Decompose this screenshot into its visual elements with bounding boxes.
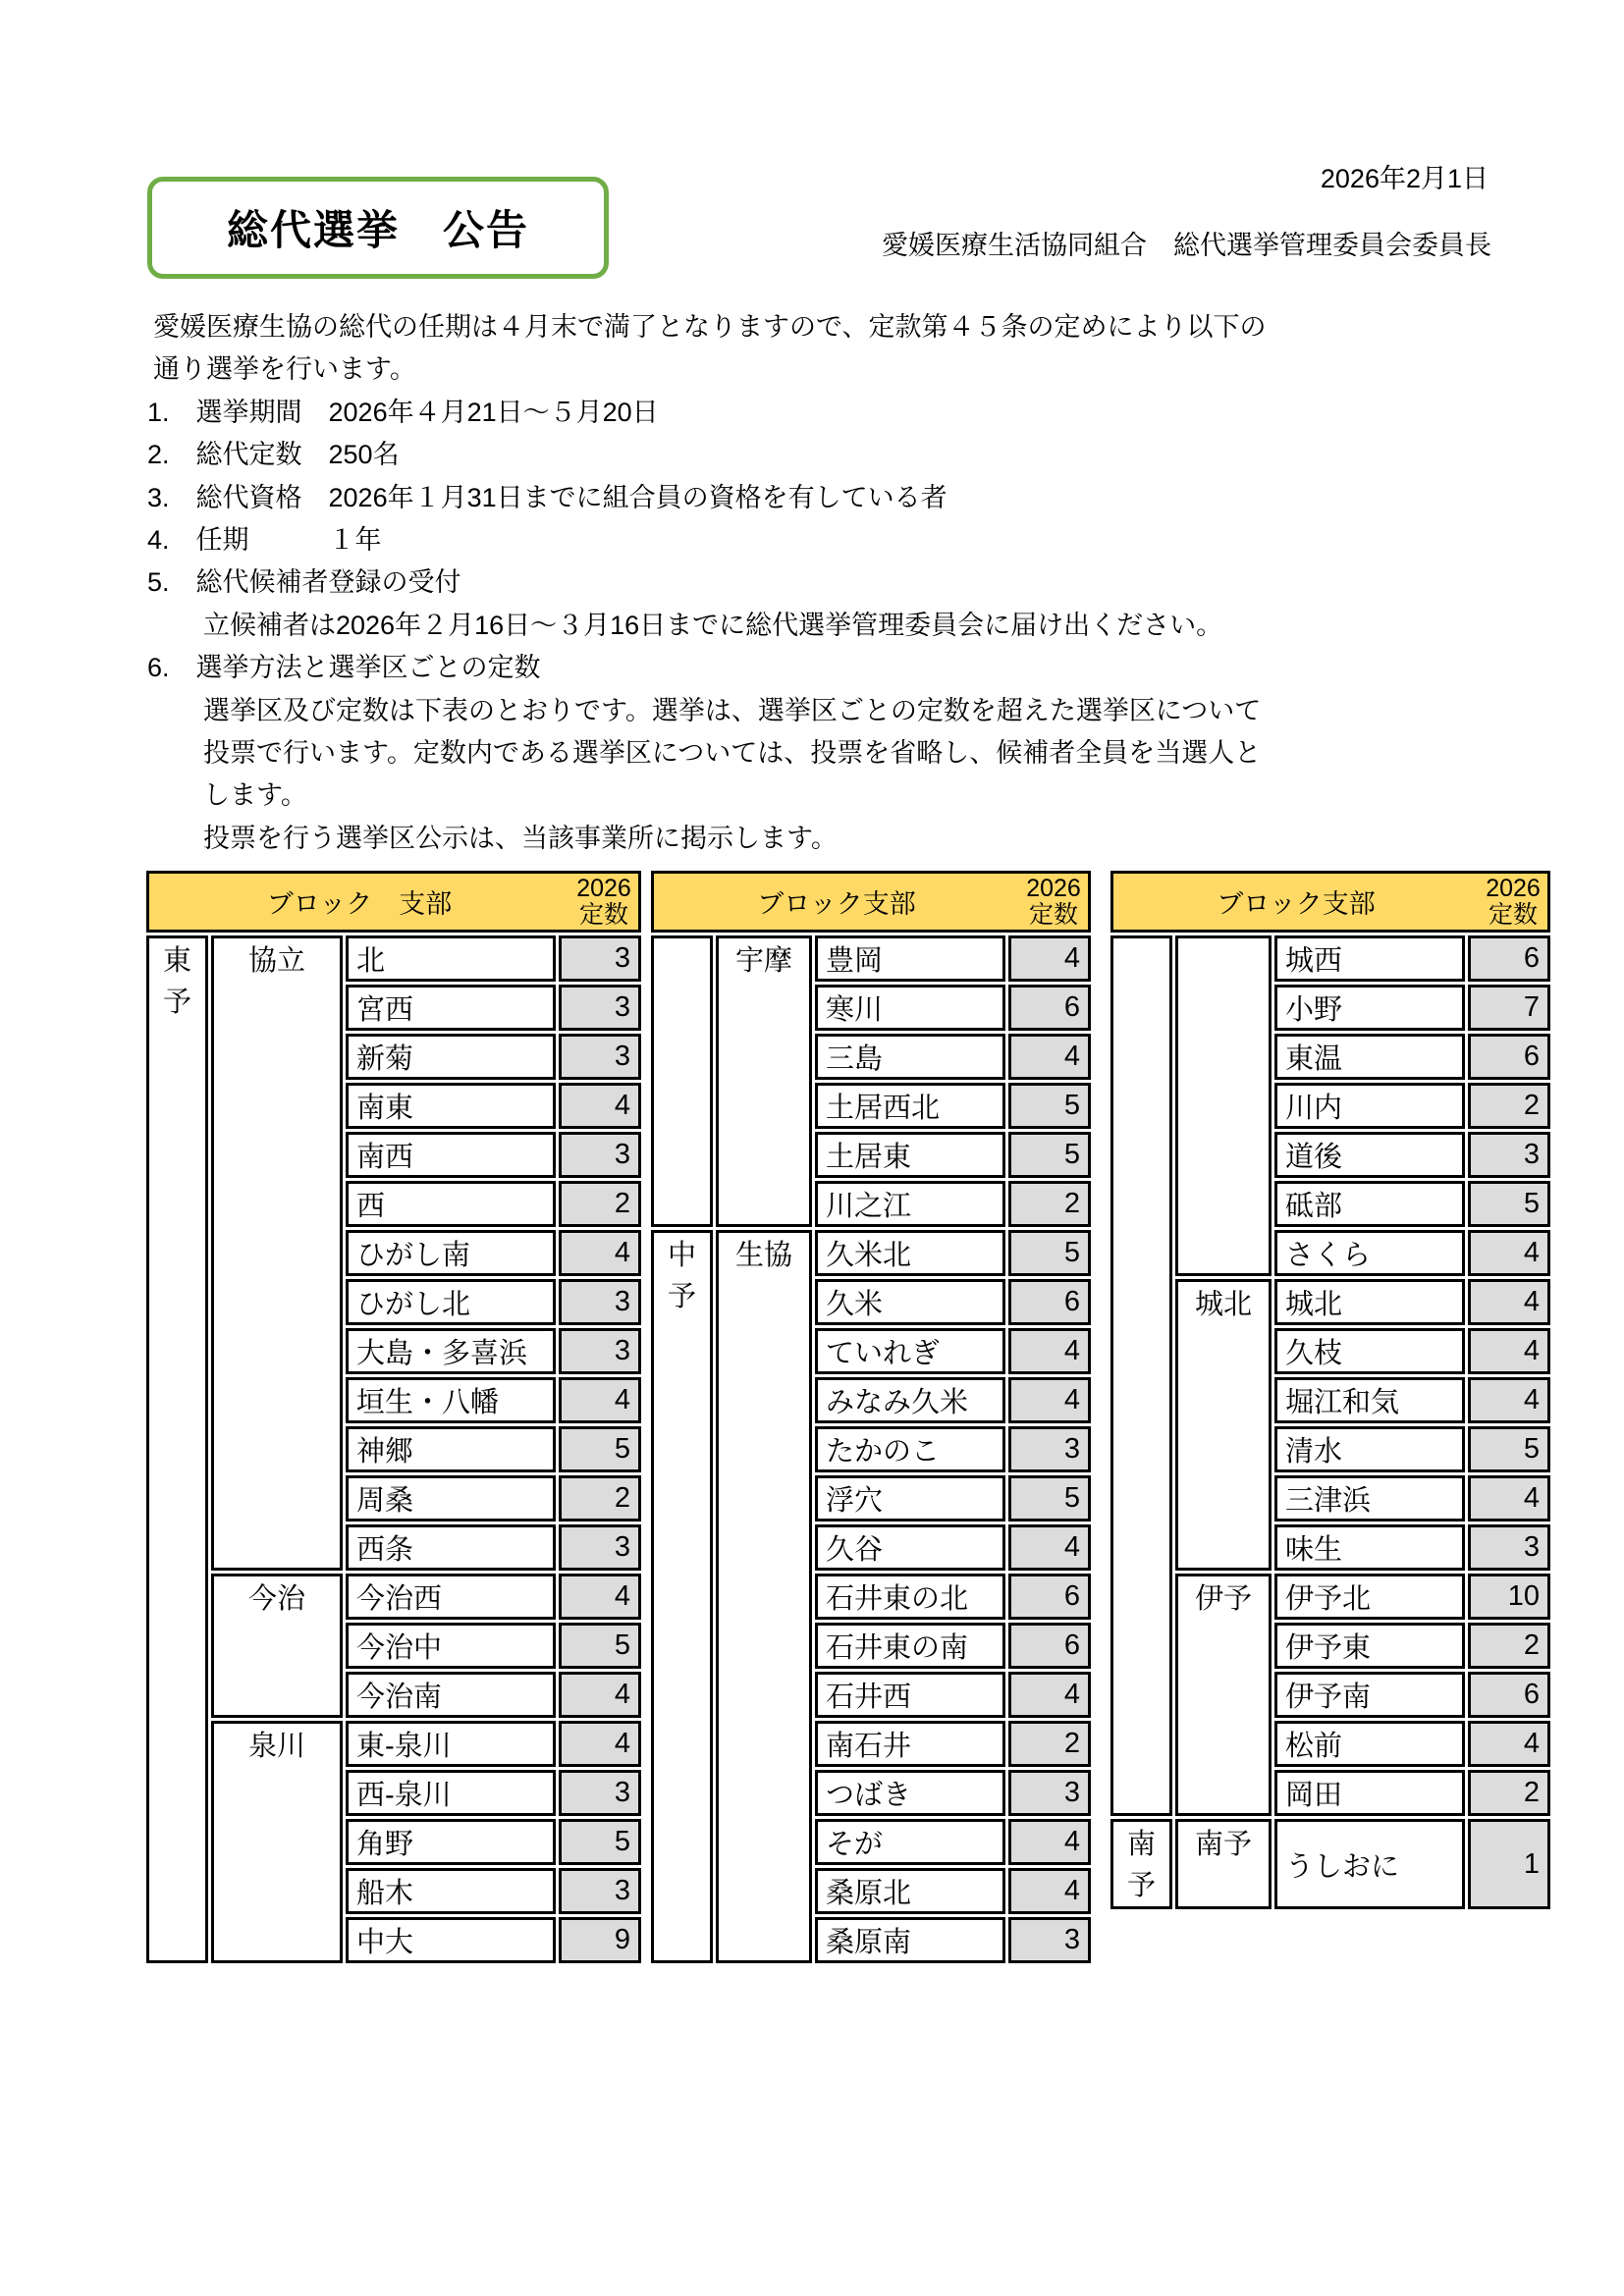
quota-table-toyo — [143, 868, 644, 1966]
quota-cell: 6 — [1008, 1574, 1091, 1620]
branch-cell: 味生 — [1274, 1524, 1465, 1571]
branch-cell: 西-泉川 — [346, 1770, 556, 1816]
branch-cell: 小野 — [1274, 985, 1465, 1031]
branch-cell: 今治中 — [346, 1623, 556, 1669]
quota-cell: 3 — [559, 1279, 641, 1325]
branch-cell: 豊岡 — [815, 935, 1005, 982]
header-count-label: 定数 — [578, 900, 628, 929]
quota-cell: 5 — [1008, 1132, 1091, 1178]
branch-cell: 堀江和気 — [1274, 1377, 1465, 1423]
subblock-cell: 南予 — [1175, 1819, 1272, 1909]
table-header-quota — [1019, 876, 1088, 929]
quota-table-chuyo — [648, 868, 1094, 1966]
table-header — [1110, 871, 1550, 933]
branch-cell: 周桑 — [346, 1475, 556, 1522]
quota-cell: 4 — [1468, 1230, 1550, 1276]
branch-cell: 船木 — [346, 1868, 556, 1914]
quota-cell: 2 — [559, 1181, 641, 1227]
subblock-cell: 城北 — [1175, 1279, 1272, 1571]
quota-cell: 3 — [559, 1868, 641, 1914]
table-header-block-branch: ブロック支部 — [1217, 889, 1376, 919]
quota-cell: 5 — [559, 1426, 641, 1472]
block-cell: 南予 — [1110, 1819, 1172, 1909]
quota-cell: 2 — [559, 1475, 641, 1522]
branch-cell: 土居西北 — [815, 1083, 1005, 1129]
branch-cell: 伊予南 — [1274, 1672, 1465, 1718]
table-header — [651, 871, 1091, 933]
branch-cell: つばき — [815, 1770, 1005, 1816]
branch-cell: 石井東の南 — [815, 1623, 1005, 1669]
quota-cell: 4 — [559, 1672, 641, 1718]
branch-cell: 神郷 — [346, 1426, 556, 1472]
quota-cell: 3 — [1008, 1770, 1091, 1816]
branch-cell: 北 — [346, 935, 556, 982]
announcement-body — [0, 306, 1624, 860]
branch-cell: さくら — [1274, 1230, 1465, 1276]
branch-cell: 浮穴 — [815, 1475, 1005, 1522]
header-count-label: 定数 — [1488, 900, 1538, 929]
subblock-cell: 生協 — [716, 1230, 812, 1963]
branch-cell: 桑原南 — [815, 1917, 1005, 1963]
body-line: 選挙区及び定数は下表のとおりです。選挙は、選挙区ごとの定数を超えた選挙区について — [203, 695, 1262, 725]
quota-table-nanyo — [1108, 868, 1553, 1912]
branch-cell: 中大 — [346, 1917, 556, 1963]
document-date: 2026年2月1日 — [1320, 164, 1489, 193]
body-line: します。 — [203, 780, 307, 811]
branch-cell: 今治西 — [346, 1574, 556, 1620]
quota-cell: 3 — [559, 985, 641, 1031]
table-header — [146, 871, 641, 933]
organization-line: 愛媛医療生活協同組合 総代選挙管理委員会委員長 — [882, 231, 1491, 260]
block-cell: 東予 — [146, 935, 208, 1963]
quota-cell: 5 — [559, 1819, 641, 1865]
quota-cell: 4 — [559, 1083, 641, 1129]
branch-cell: 宮西 — [346, 985, 556, 1031]
quota-cell: 4 — [1008, 935, 1091, 982]
quota-cell: 4 — [1008, 1868, 1091, 1914]
branch-cell: 南西 — [346, 1132, 556, 1178]
subblock-cell: 協立 — [211, 935, 343, 1571]
quota-cell: 7 — [1468, 985, 1550, 1031]
body-line: 5. 総代候補者登録の受付 — [147, 567, 461, 598]
quota-cell: 4 — [1468, 1328, 1550, 1374]
quota-cell: 6 — [1468, 935, 1550, 982]
branch-cell: 垣生・八幡 — [346, 1377, 556, 1423]
subblock-cell: 今治 — [211, 1574, 343, 1718]
branch-cell: 川内 — [1274, 1083, 1465, 1129]
body-line: 4. 任期 １年 — [147, 524, 382, 555]
quota-cell: 4 — [1008, 1377, 1091, 1423]
quota-cell: 2 — [1468, 1623, 1550, 1669]
header-count-label: 定数 — [1028, 900, 1078, 929]
quota-cell: 4 — [1468, 1279, 1550, 1325]
branch-cell: 東温 — [1274, 1034, 1465, 1080]
quota-table-body — [651, 935, 1091, 1963]
branch-cell: 新菊 — [346, 1034, 556, 1080]
quota-cell: 6 — [1468, 1672, 1550, 1718]
branch-cell: ひがし南 — [346, 1230, 556, 1276]
branch-cell: 川之江 — [815, 1181, 1005, 1227]
quota-cell: 2 — [1008, 1181, 1091, 1227]
quota-cell: 9 — [559, 1917, 641, 1963]
quota-cell: 5 — [1008, 1475, 1091, 1522]
quota-cell: 2 — [1468, 1770, 1550, 1816]
quota-cell: 10 — [1468, 1574, 1550, 1620]
branch-cell: 角野 — [346, 1819, 556, 1865]
branch-cell: 土居東 — [815, 1132, 1005, 1178]
quota-cell: 2 — [1008, 1721, 1091, 1767]
branch-cell: ひがし北 — [346, 1279, 556, 1325]
quota-cell: 4 — [1008, 1524, 1091, 1571]
quota-cell: 4 — [559, 1377, 641, 1423]
subblock-cell: 泉川 — [211, 1721, 343, 1963]
quota-cell: 5 — [1008, 1230, 1091, 1276]
branch-cell: 桑原北 — [815, 1868, 1005, 1914]
branch-cell: 西条 — [346, 1524, 556, 1571]
quota-cell: 5 — [1468, 1426, 1550, 1472]
quota-cell: 6 — [1008, 1623, 1091, 1669]
subblock-cell: 宇摩 — [716, 935, 812, 1227]
body-line: 通り選挙を行います。 — [153, 354, 416, 385]
branch-cell: 西 — [346, 1181, 556, 1227]
table-header-block-branch: ブロック 支部 — [266, 889, 453, 919]
quota-cell: 6 — [1008, 985, 1091, 1031]
branch-cell: 城北 — [1274, 1279, 1465, 1325]
quota-cell: 3 — [559, 1132, 641, 1178]
branch-cell: 城西 — [1274, 935, 1465, 982]
body-line: 1. 選挙期間 2026年４月21日～５月20日 — [147, 397, 659, 427]
body-line: 愛媛医療生協の総代の任期は４月末で満了となりますので、定款第４５条の定めにより以下の — [153, 312, 1267, 342]
quota-cell: 3 — [559, 1524, 641, 1571]
branch-cell: 石井西 — [815, 1672, 1005, 1718]
body-line: 6. 選挙方法と選挙区ごとの定数 — [147, 653, 541, 683]
header-year: 2026 — [576, 874, 631, 902]
quota-cell: 6 — [1008, 1279, 1091, 1325]
quota-cell: 3 — [559, 1328, 641, 1374]
body-line: 投票で行います。定数内である選挙区については、投票を省略し、候補者全員を当選人と — [203, 737, 1262, 768]
branch-cell: 石井東の北 — [815, 1574, 1005, 1620]
quota-cell: 2 — [1468, 1083, 1550, 1129]
quota-cell: 4 — [1468, 1377, 1550, 1423]
branch-cell: 久枝 — [1274, 1328, 1465, 1374]
branch-cell: 久米北 — [815, 1230, 1005, 1276]
block-cell — [651, 935, 713, 1227]
branch-cell: 伊予北 — [1274, 1574, 1465, 1620]
body-line: 投票を行う選挙区公示は、当該事業所に掲示します。 — [203, 823, 838, 853]
block-cell: 中予 — [651, 1230, 713, 1963]
branch-cell: 松前 — [1274, 1721, 1465, 1767]
quota-cell: 3 — [559, 935, 641, 982]
quota-table-body — [1110, 935, 1550, 1909]
header-year: 2026 — [1486, 874, 1541, 902]
quota-cell: 4 — [559, 1230, 641, 1276]
quota-cell: 4 — [1008, 1672, 1091, 1718]
branch-cell: 東-泉川 — [346, 1721, 556, 1767]
branch-cell: たかのこ — [815, 1426, 1005, 1472]
quota-table-body — [146, 935, 641, 1963]
quota-cell: 5 — [1468, 1181, 1550, 1227]
quota-cell: 4 — [1008, 1034, 1091, 1080]
table-header-block-branch: ブロック支部 — [757, 889, 916, 919]
quota-cell: 4 — [559, 1721, 641, 1767]
table-header-quota — [569, 876, 638, 929]
quota-cell: 4 — [1468, 1475, 1550, 1522]
subblock-cell: 伊予 — [1175, 1574, 1272, 1816]
quota-cell: 4 — [1008, 1819, 1091, 1865]
branch-cell: 南東 — [346, 1083, 556, 1129]
branch-cell: 寒川 — [815, 985, 1005, 1031]
quota-cell: 5 — [559, 1623, 641, 1669]
block-cell — [1110, 935, 1172, 1816]
quota-cell: 3 — [559, 1770, 641, 1816]
body-line: 立候補者は2026年２月16日～３月16日までに総代選挙管理委員会に届け出ください。 — [203, 610, 1223, 640]
branch-cell: 今治南 — [346, 1672, 556, 1718]
branch-cell: 清水 — [1274, 1426, 1465, 1472]
quota-cell: 6 — [1468, 1034, 1550, 1080]
branch-cell: みなみ久米 — [815, 1377, 1005, 1423]
quota-cell: 3 — [1468, 1132, 1550, 1178]
branch-cell: ていれぎ — [815, 1328, 1005, 1374]
branch-cell: 大島・多喜浜 — [346, 1328, 556, 1374]
branch-cell: 砥部 — [1274, 1181, 1465, 1227]
branch-cell: 三島 — [815, 1034, 1005, 1080]
quota-cell: 5 — [1008, 1083, 1091, 1129]
branch-cell: そが — [815, 1819, 1005, 1865]
quota-cell: 1 — [1468, 1819, 1550, 1909]
table-header-quota — [1479, 876, 1547, 929]
branch-cell: 岡田 — [1274, 1770, 1465, 1816]
branch-cell: 道後 — [1274, 1132, 1465, 1178]
branch-cell: 久谷 — [815, 1524, 1005, 1571]
quota-cell: 3 — [1008, 1917, 1091, 1963]
quota-cell: 4 — [559, 1574, 641, 1620]
quota-cell: 3 — [1468, 1524, 1550, 1571]
quota-cell: 3 — [1008, 1426, 1091, 1472]
branch-cell: 南石井 — [815, 1721, 1005, 1767]
quota-cell: 4 — [1008, 1328, 1091, 1374]
body-line: 3. 総代資格 2026年１月31日までに組合員の資格を有している者 — [147, 482, 947, 512]
page-title: 総代選挙 公告 — [226, 207, 529, 253]
branch-cell: 伊予東 — [1274, 1623, 1465, 1669]
body-line: 2. 総代定数 250名 — [147, 440, 400, 470]
branch-cell: 三津浜 — [1274, 1475, 1465, 1522]
subblock-cell — [1175, 935, 1272, 1276]
header-year: 2026 — [1026, 874, 1081, 902]
quota-cell: 3 — [559, 1034, 641, 1080]
branch-cell: 久米 — [815, 1279, 1005, 1325]
quota-cell: 4 — [1468, 1721, 1550, 1767]
branch-cell: うしおに — [1274, 1819, 1465, 1909]
